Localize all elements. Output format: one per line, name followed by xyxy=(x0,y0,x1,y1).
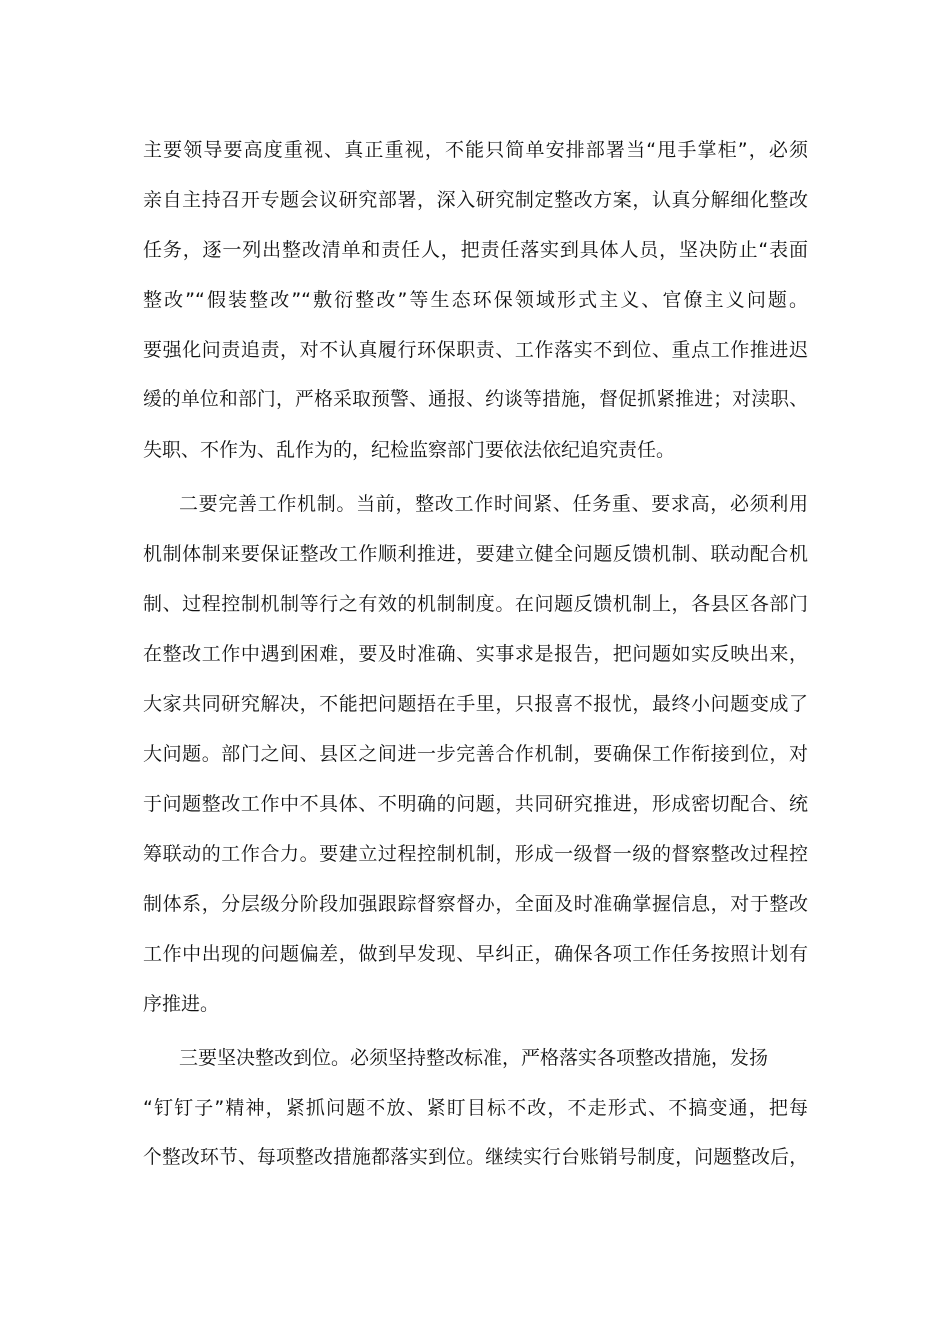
text-line: 要强化问责追责，对不认真履行环保职责、工作落实不到位、重点工作推进迟 xyxy=(143,339,808,361)
text-line: 序推进。 xyxy=(143,993,220,1015)
text-line: 制、过程控制机制等行之有效的机制制度。在问题反馈机制上，各县区各部门 xyxy=(143,593,808,615)
text-line: 主要领导要高度重视、真正重视，不能只简单安排部署当“甩手掌柜”，必须 xyxy=(143,139,808,161)
paragraph-1 xyxy=(143,125,808,475)
text-line: 任务，逐一列出整改清单和责任人，把责任落实到具体人员，坚决防止“表面 xyxy=(143,239,808,261)
text-line: 制体系，分层级分阶段加强跟踪督察督办，全面及时准确掌握信息，对于整改 xyxy=(143,893,808,915)
text-line: 缓的单位和部门，严格采取预警、通报、约谈等措施，督促抓紧推进；对渎职、 xyxy=(143,389,808,410)
text-line: “钉钉子”精神，紧抓问题不放、紧盯目标不改，不走形式、不搞变通，把每 xyxy=(143,1097,808,1119)
text-line: 于问题整改工作中不具体、不明确的问题，共同研究推进，形成密切配合、统 xyxy=(143,793,808,815)
text-line: 大问题。部门之间、县区之间进一步完善合作机制，要确保工作衔接到位，对 xyxy=(143,743,808,765)
text-line: 在整改工作中遇到困难，要及时准确、实事求是报告，把问题如实反映出来， xyxy=(143,643,808,665)
text-line: 大家共同研究解决，不能把问题捂在手里，只报喜不报忧，最终小问题变成了 xyxy=(143,693,808,715)
text-line: 二要完善工作机制。当前，整改工作时间紧、任务重、要求高，必须利用 xyxy=(179,493,808,515)
text-line: 三要坚决整改到位。必须坚持整改标准，严格落实各项整改措施，发扬 xyxy=(179,1047,769,1069)
text-line: 失职、不作为、乱作为的，纪检监察部门要依法依纪追究责任。 xyxy=(143,439,676,461)
text-line: 机制体制来要保证整改工作顺利推进，要建立健全问题反馈机制、联动配合机 xyxy=(143,543,808,565)
text-line: 筹联动的工作合力。要建立过程控制机制，形成一级督一级的督察整改过程控 xyxy=(143,843,808,865)
text-line: 工作中出现的问题偏差，做到早发现、早纠正，确保各项工作任务按照计划有 xyxy=(143,943,808,965)
paragraph-2 xyxy=(143,479,808,1029)
paragraph-3 xyxy=(143,1033,808,1183)
text-line: 整改”“假装整改”“敷衍整改”等生态环保领域形式主义、官僚主义问题。 xyxy=(143,289,808,311)
text-line: 亲自主持召开专题会议研究部署，深入研究制定整改方案，认真分解细化整改 xyxy=(143,189,808,211)
text-line: 个整改环节、每项整改措施都落实到位。继续实行台账销号制度，问题整改后， xyxy=(143,1147,808,1168)
